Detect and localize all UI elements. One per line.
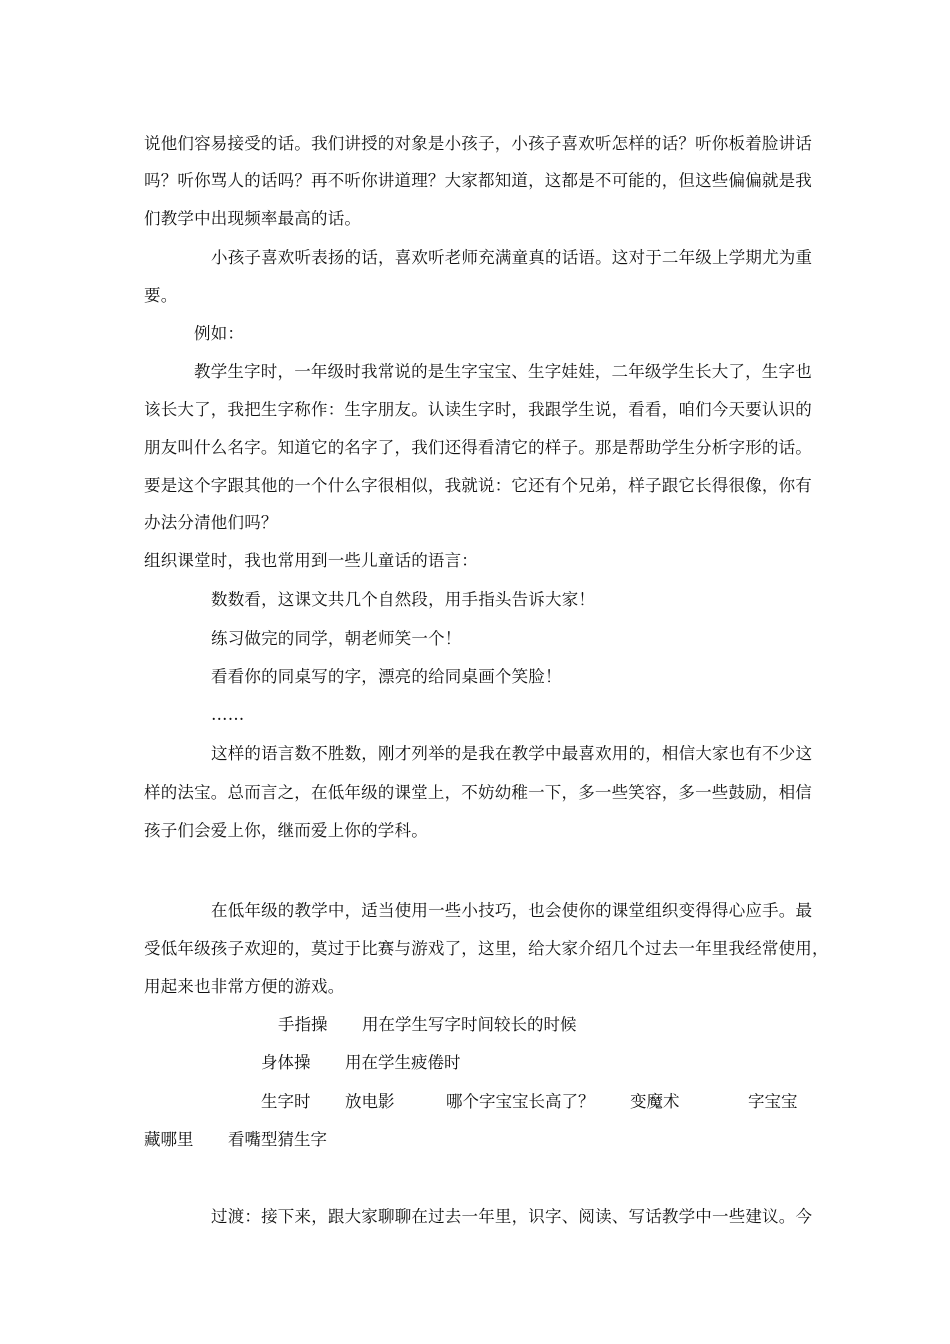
text-line: 们教学中出现频率最高的话。 bbox=[144, 209, 362, 228]
transition-line: 过渡：接下来，跟大家聊聊在过去一年里，识字、阅读、写话教学中一些建议。今 bbox=[211, 1207, 813, 1226]
text-line: 看看你的同桌写的字，漂亮的给同桌画个笑脸！ bbox=[211, 667, 562, 686]
text-line: 办法分清他们吗？ bbox=[144, 513, 278, 532]
text-line: 朋友叫什么名字。知道它的名字了，我们还得看清它的样子。那是帮助学生分析字形的话。 bbox=[144, 438, 812, 457]
text-line: 例如： bbox=[194, 324, 245, 343]
text-line: 数数看，这课文共几个自然段，用手指头告诉大家！ bbox=[211, 590, 596, 609]
text-line: 练习做完的同学，朝老师笑一个！ bbox=[211, 629, 462, 648]
game-name: 看嘴型猜生字 bbox=[228, 1130, 327, 1149]
game-usage: 用在学生写字时间较长的时候 bbox=[362, 1015, 577, 1034]
text-line: 用起来也非常方便的游戏。 bbox=[144, 977, 345, 996]
text-line: 该长大了，我把生字称作：生字朋友。认读生字时，我跟学生说，看看，咱们今天要认识的 bbox=[144, 400, 812, 419]
text-line: 小孩子喜欢听表扬的话，喜欢听老师充满童真的话语。这对于二年级上学期尤为重 bbox=[211, 248, 813, 267]
text-line: 在低年级的教学中，适当使用一些小技巧，也会使你的课堂组织变得得心应手。最 bbox=[211, 901, 813, 920]
game-name: 藏哪里 bbox=[144, 1130, 194, 1149]
game-usage: 用在学生疲倦时 bbox=[345, 1053, 461, 1072]
text-line: 要是这个字跟其他的一个什么字很相似，我就说：它还有个兄弟，样子跟它长得很像，你有 bbox=[144, 476, 812, 495]
text-line: 要。 bbox=[144, 286, 178, 305]
game-name: 身体操 bbox=[261, 1053, 311, 1072]
text-line: 组织课堂时，我也常用到一些儿童话的语言： bbox=[144, 551, 478, 570]
game-name: 哪个字宝宝长高了？ bbox=[446, 1092, 595, 1111]
text-line: 教学生字时，一年级时我常说的是生字宝宝、生字娃娃，二年级学生长大了，生字也 bbox=[194, 362, 812, 381]
game-name: 手指操 bbox=[278, 1015, 328, 1034]
text-line: 说他们容易接受的话。我们讲授的对象是小孩子，小孩子喜欢听怎样的话？听你板着脸讲话 bbox=[144, 134, 812, 153]
game-name: 字宝宝 bbox=[748, 1092, 798, 1111]
text-line: 受低年级孩子欢迎的，莫过于比赛与游戏了，这里，给大家介绍几个过去一年里我经常使用， bbox=[144, 939, 829, 958]
game-name: 生字时 bbox=[261, 1092, 311, 1111]
game-name: 变魔术 bbox=[630, 1092, 680, 1111]
text-line: 孩子们会爱上你，继而爱上你的学科。 bbox=[144, 821, 428, 840]
game-name: 放电影 bbox=[345, 1092, 395, 1111]
text-line: …… bbox=[211, 705, 245, 724]
text-line: 吗？听你骂人的话吗？再不听你讲道理？大家都知道，这都是不可能的，但这些偏偏就是我 bbox=[144, 171, 812, 190]
text-line: 样的法宝。总而言之，在低年级的课堂上，不妨幼稚一下，多一些笑容，多一些鼓励，相信 bbox=[144, 783, 812, 802]
text-line: 这样的语言数不胜数，刚才列举的是我在教学中最喜欢用的，相信大家也有不少这 bbox=[211, 744, 813, 763]
